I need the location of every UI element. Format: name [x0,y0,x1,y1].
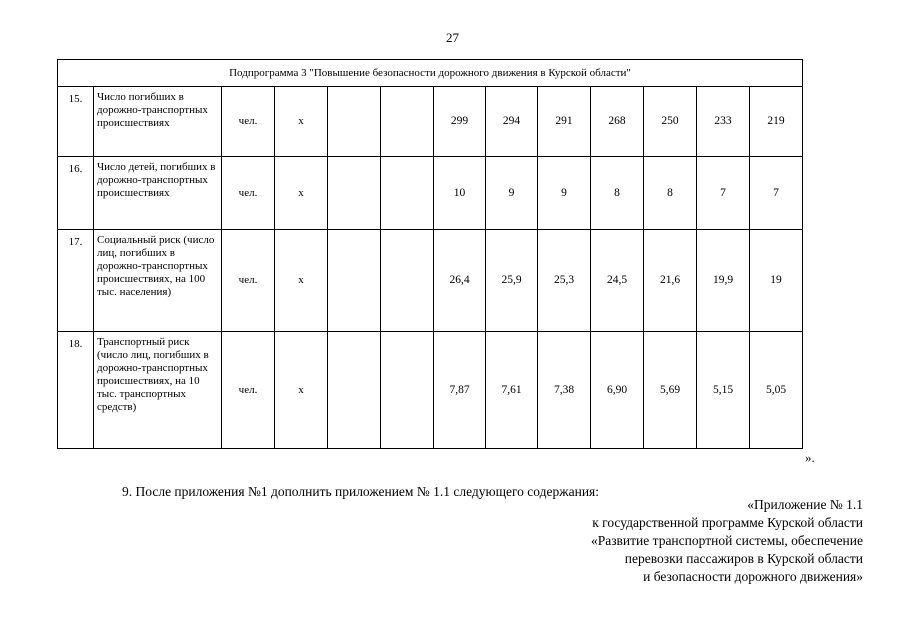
value-cell: 25,3 [538,230,591,332]
row-number: 17. [58,230,94,332]
unit-cell: чел. [222,87,275,157]
value-cell: 9 [486,157,538,230]
value-cell: 7,61 [486,332,538,449]
appendix-line: «Приложение № 1.1 [747,497,863,512]
value-cell: 10 [434,157,486,230]
x-cell: x [275,230,328,332]
empty-cell [381,332,434,449]
appendix-line: к государственной программе Курской области [592,515,863,530]
unit-cell: чел. [222,332,275,449]
empty-cell [381,157,434,230]
empty-cell [328,157,381,230]
point-9-text: 9. После приложения №1 дополнить приложением № 1.1 следующего содержания: [122,484,600,499]
unit-cell: чел. [222,157,275,230]
row-number: 15. [58,87,94,157]
value-cell: 19,9 [697,230,750,332]
indicators-table [57,59,803,449]
empty-cell [328,332,381,449]
value-cell: 5,05 [750,332,803,449]
value-cell: 19 [750,230,803,332]
value-cell: 7,38 [538,332,591,449]
table-row [58,87,803,157]
appendix-line: перевозки пассажиров в Курской области [624,551,863,566]
value-cell: 5,69 [644,332,697,449]
row-number: 18. [58,332,94,449]
value-cell: 5,15 [697,332,750,449]
appendix-line: «Развитие транспортной системы, обеспечение [590,533,863,548]
table-row [58,230,803,332]
value-cell: 8 [644,157,697,230]
indicator-name: Транспортный риск (число лиц, погибших в дорожно-транспортных происшествиях, на 10 тыс. транспортных средств) [94,332,222,449]
appendix-header [591,496,863,586]
table-row [58,332,803,449]
value-cell: 25,9 [486,230,538,332]
empty-cell [381,87,434,157]
value-cell: 233 [697,87,750,157]
value-cell: 9 [538,157,591,230]
empty-cell [328,230,381,332]
x-cell: x [275,87,328,157]
page-number: 27 [446,30,459,45]
value-cell: 294 [486,87,538,157]
value-cell: 268 [591,87,644,157]
indicator-name: Социальный риск (число лиц, погибших в дорожно-транспортных происшествиях, на 100 тыс. населения) [94,230,222,332]
value-cell: 299 [434,87,486,157]
value-cell: 6,90 [591,332,644,449]
value-cell: 24,5 [591,230,644,332]
empty-cell [328,87,381,157]
value-cell: 26,4 [434,230,486,332]
value-cell: 8 [591,157,644,230]
indicator-name: Число погибших в дорожно-транспортных происшествиях [94,87,222,157]
empty-cell [381,230,434,332]
row-number: 16. [58,157,94,230]
table-row [58,157,803,230]
closing-quote: ». [805,450,815,465]
value-cell: 7 [697,157,750,230]
subprogram-row [58,60,803,87]
value-cell: 21,6 [644,230,697,332]
appendix-line: и безопасности дорожного движения» [643,569,863,584]
unit-cell: чел. [222,230,275,332]
subprogram-title: Подпрограмма 3 "Повышение безопасности дорожного движения в Курской области" [58,60,803,87]
value-cell: 219 [750,87,803,157]
value-cell: 7 [750,157,803,230]
value-cell: 250 [644,87,697,157]
value-cell: 7,87 [434,332,486,449]
x-cell: x [275,332,328,449]
value-cell: 291 [538,87,591,157]
x-cell: x [275,157,328,230]
indicator-name: Число детей, погибших в дорожно-транспортных происшествиях [94,157,222,230]
